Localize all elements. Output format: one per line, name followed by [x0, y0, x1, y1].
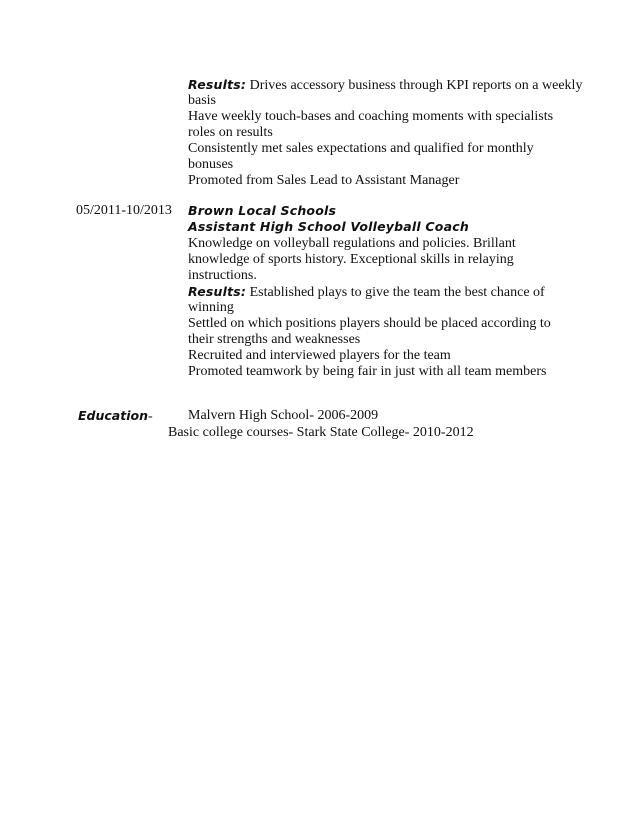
job1-results-line: [188, 77, 582, 94]
job2-employer: Brown Local Schools: [188, 203, 337, 218]
job2-results-text: Established plays to give the team the best chance of: [249, 285, 545, 300]
job2-bullet-2: Recruited and interviewed players for the team: [188, 348, 451, 363]
job2-title: Assistant High School Volleyball Coach: [188, 219, 469, 234]
job2-bullet-1: Settled on which positions players should be placed according to: [188, 316, 551, 331]
job1-bullet-1: Have weekly touch-bases and coaching moments with specialists: [188, 109, 554, 124]
job2-description-2: knowledge of sports history. Exceptional skills in relaying: [188, 252, 514, 267]
job2-description-1: Knowledge on volleyball regulations and policies. Brillant: [188, 236, 516, 251]
job2-results-label: Results:: [188, 284, 247, 299]
job2-results-line: [188, 284, 545, 301]
job1-results-text: Drives accessory business through KPI reports on a weekly: [249, 78, 583, 93]
education-entry-1: Malvern High School- 2006-2009: [188, 408, 379, 423]
education-heading: [78, 408, 153, 425]
job2-bullet-3: Promoted teamwork by being fair in just with all team members: [188, 364, 547, 379]
education-label: Education: [78, 408, 148, 423]
job2-bullet-1-cont: their strengths and weaknesses: [188, 332, 361, 347]
job1-bullet-1-cont: roles on results: [188, 125, 273, 140]
education-entry-2: Basic college courses- Stark State College- 2010-2012: [168, 425, 474, 440]
job2-description-3: instructions.: [188, 268, 257, 283]
education-dash: -: [147, 409, 153, 424]
job1-bullet-2-cont: bonuses: [188, 157, 234, 172]
job1-results-label: Results:: [188, 77, 247, 92]
job1-results-text-cont: basis: [188, 93, 216, 108]
job2-results-text-cont: winning: [188, 300, 234, 315]
job2-dates: 05/2011-10/2013: [76, 203, 172, 218]
job1-bullet-2: Consistently met sales expectations and qualified for monthly: [188, 141, 534, 156]
job1-bullet-3: Promoted from Sales Lead to Assistant Manager: [188, 173, 460, 188]
